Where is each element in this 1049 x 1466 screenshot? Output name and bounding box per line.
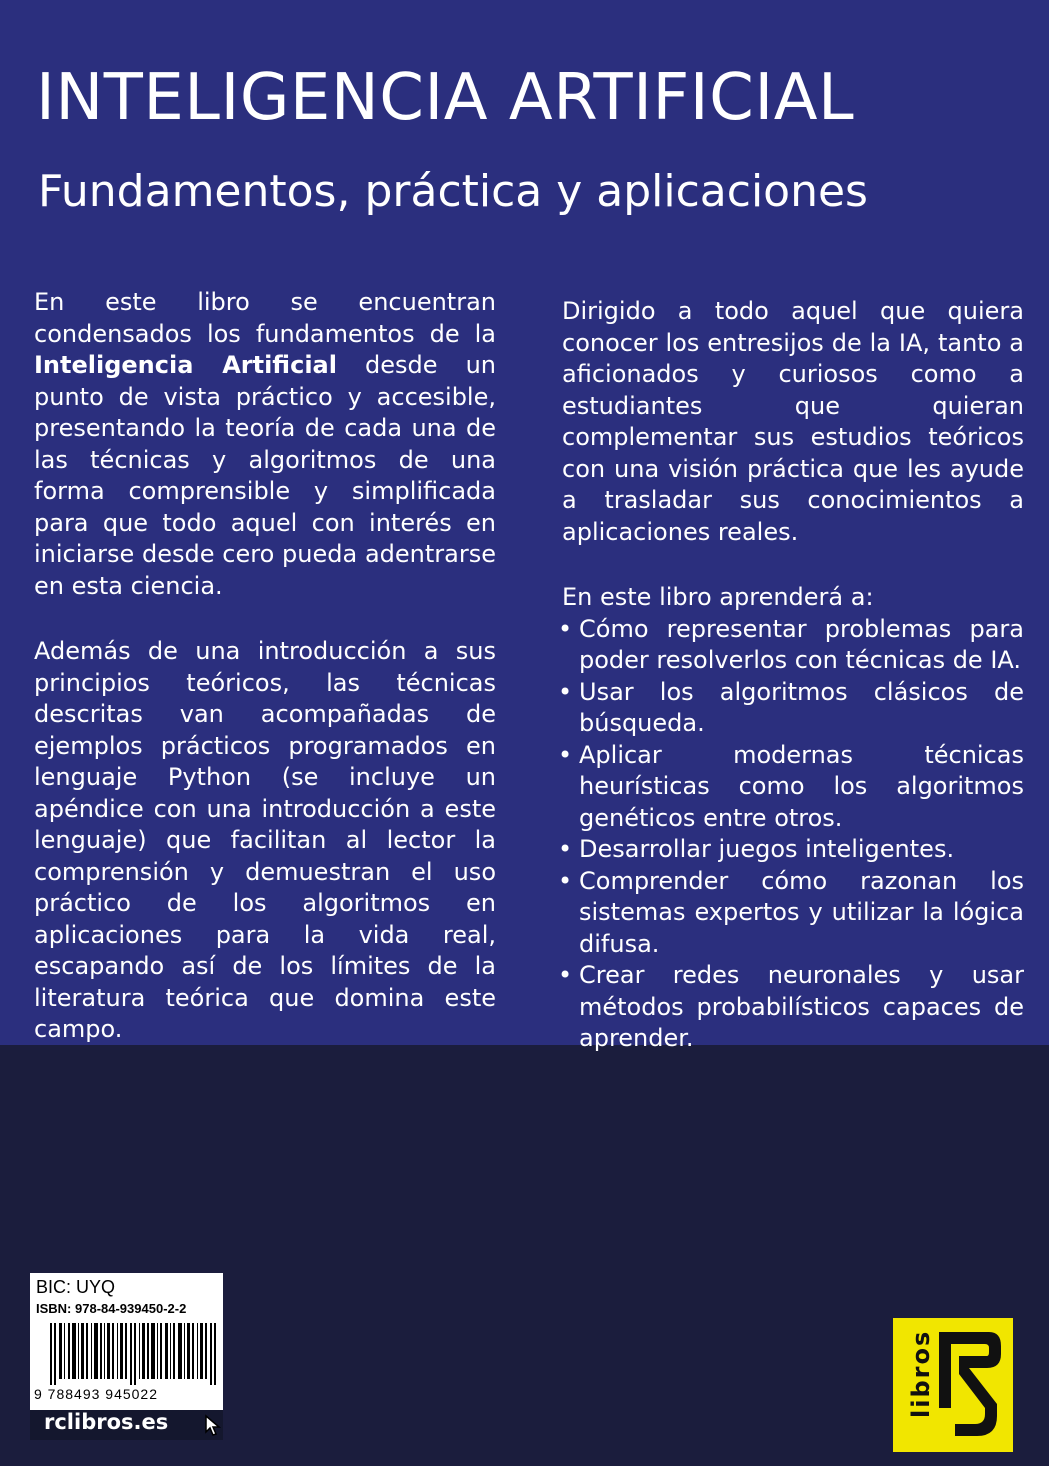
- bullet-icon: •: [558, 677, 573, 706]
- learn-list-item: [558, 614, 1024, 677]
- cursor-arrow-icon: [200, 1410, 230, 1440]
- book-subtitle: Fundamentos, práctica y aplicaciones: [38, 166, 868, 217]
- paragraph-gap: [34, 602, 496, 636]
- learn-list: [558, 614, 1024, 1055]
- bullet-icon: •: [558, 866, 573, 895]
- bullet-icon: •: [558, 740, 573, 769]
- left-paragraph-1-end: desde un punto de vista práctico y accesible, presentando la teoría de cada una de las técnicas y algoritmos de una forma comprensible y simplificada para que todo aquel con interés en iniciarse desde cero pueda adentrarse en esta ciencia.: [34, 351, 496, 600]
- learn-list-item: [558, 740, 1024, 835]
- bullet-icon: •: [558, 614, 573, 643]
- bic-code: BIC: UYQ: [36, 1277, 116, 1297]
- learn-item-text: Desarrollar juegos inteligentes.: [579, 835, 955, 863]
- rc-logo-icon: [893, 1318, 1013, 1452]
- paragraph-gap: [562, 548, 1024, 582]
- publisher-logo-text: libros: [907, 1329, 935, 1418]
- barcode-icon: [50, 1323, 218, 1385]
- learn-item-text: Aplicar modernas técnicas heurísticas como los algoritmos genéticos entre otros.: [579, 740, 1024, 832]
- left-paragraph-2: Además de una introducción a sus principios teóricos, las técnicas descritas van acompañadas de ejemplos prácticos programados en lenguaje Python (se incluye un apéndice con una introducción a este lenguaje) que facilitan al lector la comprensión y demuestran el uso práctico de los algoritmos en aplicaciones para la vida real, escapando así de los límites de la literatura teórica que domina este campo.: [34, 637, 496, 1043]
- left-paragraph-1-bold: Inteligencia Artificial: [34, 351, 337, 379]
- learn-item-text: Comprender cómo razonan los sistemas expertos y utilizar la lógica difusa.: [579, 866, 1024, 958]
- left-paragraph-1-start: En este libro se encuentran condensados los fundamentos de la: [34, 288, 496, 348]
- learn-item-text: Cómo representar problemas para poder resolverlos con técnicas de IA.: [579, 614, 1024, 674]
- learn-list-item: [558, 677, 1024, 740]
- bullet-icon: •: [558, 835, 573, 863]
- left-column: [34, 287, 496, 1046]
- isbn-info-box: [30, 1273, 223, 1410]
- book-title: INTELIGENCIA ARTIFICIAL: [36, 61, 855, 135]
- right-column: [558, 296, 1024, 1055]
- learn-list-title: En este libro aprenderá a:: [562, 583, 874, 611]
- barcode-number: 9 788493 945022: [34, 1386, 158, 1402]
- learn-item-text: Usar los algoritmos clásicos de búsqueda.: [579, 677, 1024, 737]
- right-paragraph-1: Dirigido a todo aquel que quiera conocer los entresijos de la IA, tanto a aficionados y curiosos como a estudiantes que quieran complementar sus estudios teóricos con una visión práctica que les ayude a trasladar sus conocimientos a aplicaciones reales.: [562, 297, 1024, 546]
- bullet-icon: •: [558, 961, 573, 989]
- website-bar: [30, 1410, 223, 1440]
- learn-list-item: [558, 834, 1024, 866]
- publisher-logo: [893, 1318, 1013, 1452]
- left-paragraph-1: [34, 287, 496, 602]
- learn-list-item: [558, 866, 1024, 961]
- isbn-number: ISBN: 978-84-939450-2-2: [36, 1301, 187, 1316]
- learn-item-text: Crear redes neuronales y usar métodos probabilísticos capaces de aprender.: [579, 961, 1024, 1052]
- website-label: rclibros.es: [44, 1410, 169, 1434]
- learn-list-item: [558, 960, 1024, 1055]
